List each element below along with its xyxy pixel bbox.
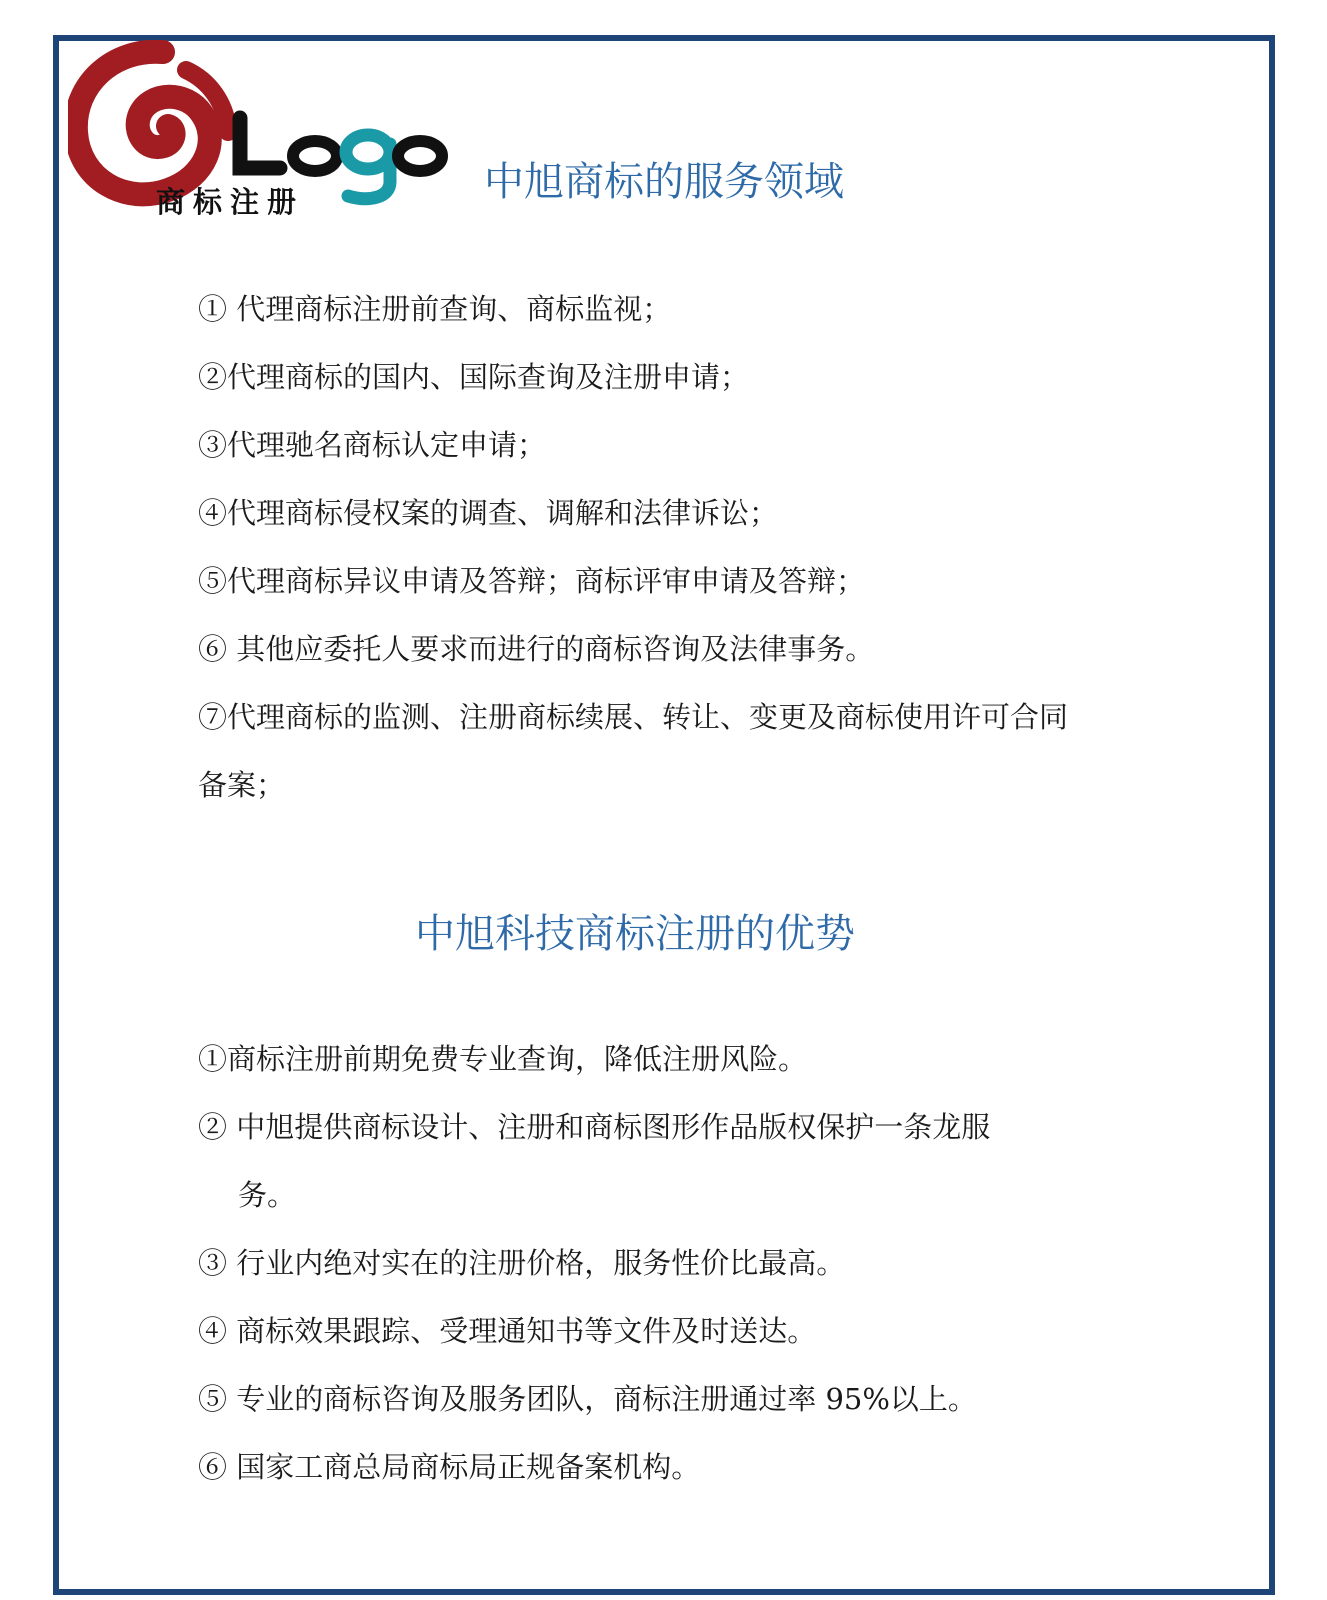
list-item: ⑥ 其他应委托人要求而进行的商标咨询及法律事务。 [198,632,875,666]
list-item: ⑥ 国家工商总局商标局正规备案机构。 [198,1450,701,1484]
logo-letter-o [293,141,337,171]
services-list [198,292,1068,836]
list-item-continuation: 备案； [198,768,286,802]
list-item: ④ 商标效果跟踪、受理通知书等文件及时送达。 [198,1314,817,1348]
list-item-continuation: 务。 [238,1178,297,1212]
list-item: ②代理商标的国内、国际查询及注册申请； [198,360,750,394]
list-item: ⑤代理商标异议申请及答辩；商标评审申请及答辩； [198,564,866,598]
list-item: ⑦代理商标的监测、注册商标续展、转让、变更及商标使用许可合同 [198,700,1069,734]
list-item: ④代理商标侵权案的调查、调解和法律诉讼； [198,496,779,530]
list-item: ② 中旭提供商标设计、注册和商标图形作品版权保护一条龙服 [198,1110,991,1144]
list-item: ① 代理商标注册前查询、商标监视； [198,292,672,326]
logo-letter-l [240,118,280,168]
section-title-services: 中旭商标的服务领域 [484,159,844,205]
list-item: ③ 行业内绝对实在的注册价格，服务性价比最高。 [198,1246,846,1280]
logo-letter-g [346,135,390,169]
list-item: ⑤ 专业的商标咨询及服务团队，商标注册通过率 95%以上。 [198,1382,977,1416]
advantages-list [198,1042,990,1518]
list-item: ①商标注册前期免费专业查询，降低注册风险。 [198,1042,808,1076]
list-item: ③代理驰名商标认定申请； [198,428,547,462]
logo-letter-o2 [398,141,442,171]
logo-subtitle: 商标注册 [156,185,305,219]
logo [68,40,458,220]
section-title-advantages: 中旭科技商标注册的优势 [415,911,855,957]
